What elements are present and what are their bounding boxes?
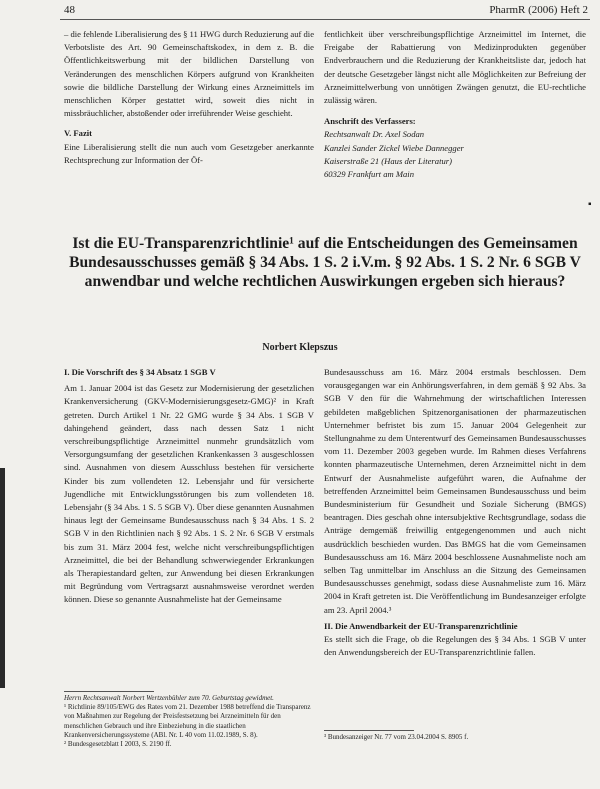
footnote: ³ Bundesanzeiger Nr. 77 vom 23.04.2004 S. 8905 f. (324, 733, 469, 741)
author-address-heading: Anschrift des Verfassers: (324, 116, 416, 127)
article-right-column (324, 366, 586, 659)
section-heading: I. Die Vorschrift des § 34 Absatz 1 SGB V (64, 367, 216, 377)
author-address-line: Kanzlei Sander Zickel Wiebe Dannegger (324, 142, 464, 153)
journal-header: PharmR (2006) Heft 2 (489, 4, 588, 16)
author-address-line: 60329 Frankfurt am Main (324, 169, 414, 180)
footnote-dedication: Herrn Rechtsanwalt Norbert Wertzenbühler zum 70. Geburtstag gewidmet. (64, 694, 274, 702)
end-mark: ▪ (588, 199, 592, 210)
header-rule (60, 19, 590, 20)
footnote: ¹ Richtlinie 89/105/EWG des Rates vom 21. Dezember 1988 betreffend die Transparenz von Maßnahmen zur Regelung der Preisfestsetzung bei Arzneimitteln für den menschlichen Gebrauch und ihre Einbeziehung in die staatlichen Krankenversicherungssysteme (ABl. Nr. L 40 vom 11.02.1989, S. 8). (64, 703, 311, 739)
section-paragraph: Es stellt sich die Frage, ob die Regelungen des § 34 Abs. 1 SGB V unter den Anwendungsbereich der EU-Transparenzrichtlinie fallen. (324, 634, 586, 658)
previous-article-left-column (64, 28, 314, 167)
footnotes-left (64, 694, 314, 749)
article-author: Norbert Klepszus (262, 342, 338, 353)
bullet-paragraph: – die fehlende Liberalisierung des § 11 HWG durch Reduzierung auf die Verbotsliste des Art. 90 Gemeinschaftskodex, in dem z. B. die Öffentlichkeitswerbung mit der bildlichen Darstellung von Veränderungen des menschlichen Körpers aufgrund von Krankheiten sowie die bildliche Darstellung der Wirkung eines Arzneimittels im menschlichen Körper gestattet wird, soweit dies nicht in missbräuchlicher, abstoßender oder irreführender Weise geschieht. (64, 29, 315, 119)
fazit-paragraph: Eine Liberalisierung stellt die nun auch vom Gesetzgeber anerkannte Rechtsprechung zur Information der Öf- (64, 141, 314, 165)
footnote-rule (64, 691, 154, 692)
conclusion-paragraph: fentlichkeit über verschreibungspflichtige Arzneimittel im Internet, die Freigabe der Rabattierung von Medizinprodukten gegenüber Endverbrauchern und die Reduzierung der Krankheitsliste dar, jedoch hat der deutsche Gesetzgeber längst nicht alle Möglichkeiten zur Befreiung der Arzneimittelwerbung von unnötigen Zwängen genutzt, die EU-rechtliche zulässig wären. (324, 29, 586, 106)
article-left-column (64, 366, 314, 607)
author-address-line: Kaiserstraße 21 (Haus der Literatur) (324, 155, 452, 166)
fazit-heading: V. Fazit (64, 128, 93, 139)
previous-article-right-column (324, 28, 586, 181)
section-heading: II. Die Anwendbarkeit der EU-Transparenzrichtlinie (324, 620, 518, 631)
section-paragraph: Am 1. Januar 2004 ist das Gesetz zur Modernisierung der gesetzlichen Krankenversicherung (GKV-Modernisierungsgesetz-GMG)² in Kraft getreten. Durch Artikel 1 Nr. 22 GMG wurde § 34 Abs. 1 SGB V dahingehend geändert, dass nach dessen Satz 1 nicht verschreibungspflichtige Arzneimittel nunmehr grundsätzlich vom Versorgungsumfang der gesetzlichen Krankenkassen 3 ausgeschlossen sind. Ausnahmen von diesem Ausschluss bestehen für versicherte Kinder bis zum vollendeten 12. Lebensjahr und für versicherte Jugendliche mit Entwicklungsstörungen bis zum vollendeten 18. Lebensjahr (§ 34 Abs. 1 S. 5 SGB V). Über diese genannten Ausnahmen hinaus legt der Gemeinsame Bundesausschuss nach § 34 Abs. 1 S. 2 SGB V in den Richtlinien nach § 92 Abs. 1 S. 2 Nr. 6 SGB V erstmals bis zum 31. März 2004 fest, welche nicht verschreibungspflichtigen Arzneimittel, die bei der Behandlung schwerwiegender Erkrankungen als Therapiestandard gelten, zur Anwendung bei diesen Erkrankungen mit Begründung vom Vertragsarzt ausnahmsweise verordnet werden können. Diese so genannte Ausnahmeliste hat der Gemeinsame (64, 383, 314, 605)
footnote-rule (324, 730, 414, 731)
section-paragraph: Bundesausschuss am 16. März 2004 erstmals beschlossen. Dem vorausgegangen war ein Anhörungsverfahren, in dem gemäß § 92 Abs. 3a SGB V den für die Wahrnehmung der wirtschaftlichen Interessen gebildeten maßgeblichen Spitzenorganisationen der pharmazeutischen Unternehmer befristet bis zum 15. Januar 2004 Gelegenheit zur Stellungnahme zu dem Unterentwurf des Gemeinsamen Bundesausschusses vom 11. Dezember 2003 gegeben wurde. Im Rahmen dieses Verfahrens konnten pharmazeutische Unternehmen, deren Arzneimittel nicht in dem Entwurf der Ausnahmeliste aufgeführt waren, die Aufnahme der betreffenden Arzneimittel beim Gemeinsamen Bundesausschuss und beim Bundesministerium für Gesundheit und Soziale Sicherung (BMGS) beantragen. Dies geschah ohne intersubjektive Rechtsgrundlage, sodass die Anträge demgemäß freiwillig entgegengenommen und auch nicht ausdrücklich beschieden wurden. Das BMGS hat die vom Gemeinsamen Bundesausschuss am 16. März 2004 beschlossene Ausnahmeliste noch am selben Tag unmittelbar im Anschluss an die Sitzung des Gemeinsamen Bundesausschusses genehmigt, sodass diese Ausnahmeliste zum 16. März 2004 in Kraft getreten ist. Die Veröffentlichung im Bundesanzeiger erfolgte am 23. April 2004.³ (324, 367, 586, 615)
footnotes-right (324, 733, 586, 742)
footnote: ² Bundesgesetzblatt I 2003, S. 2190 ff. (64, 740, 172, 749)
article-title: Ist die EU-Transparenzrichtlinie¹ auf die Entscheidungen des Gemeinsamen Bundesausschusses gemäß § 34 Abs. 1 S. 2 i.V.m. § 92 Abs. 1 S. 2 Nr. 6 SGB V anwendbar und welche rechtlichen Auswirkungen ergeben sich hieraus? (69, 235, 581, 290)
page-number: 48 (64, 4, 75, 16)
author-address-line: Rechtsanwalt Dr. Axel Sodan (324, 129, 425, 140)
scan-margin-bar (0, 468, 5, 688)
article-title-block (64, 234, 586, 291)
